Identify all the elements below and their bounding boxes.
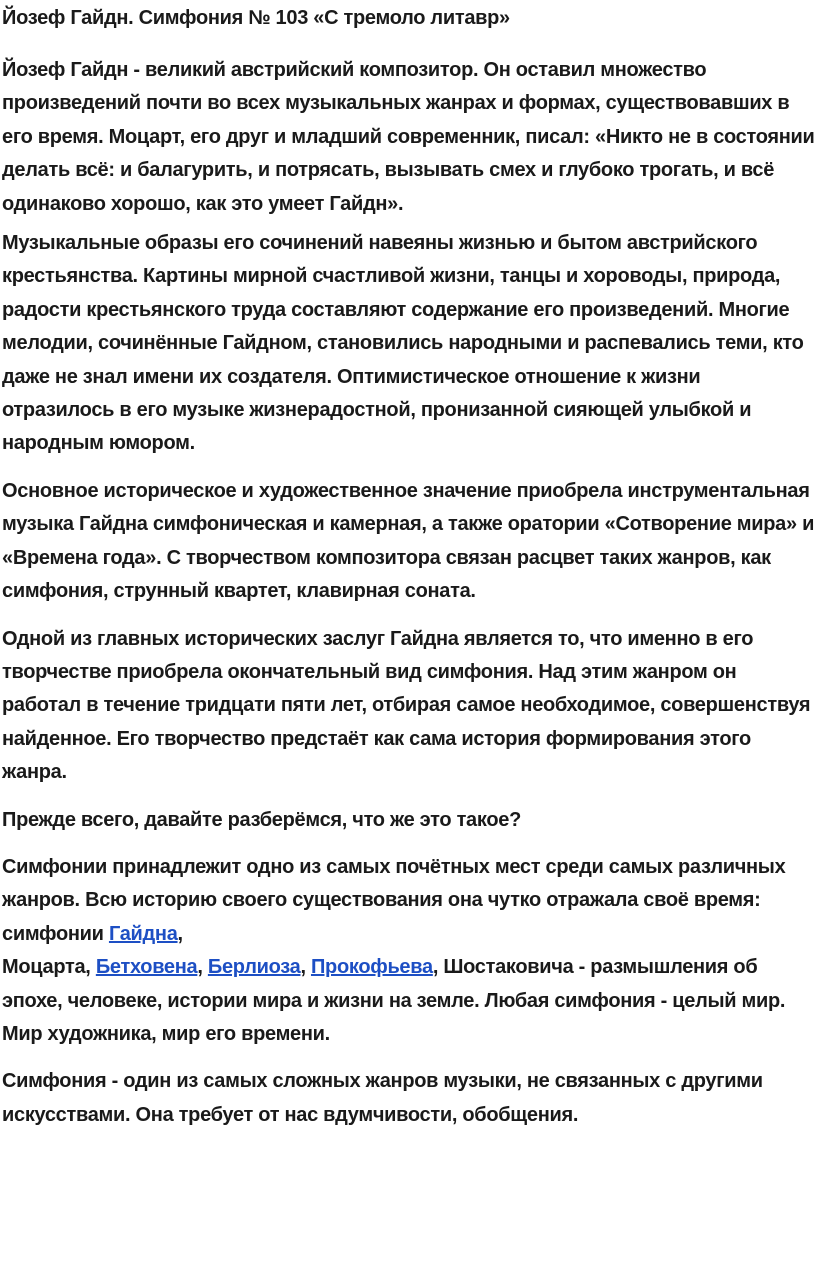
link-berlioz[interactable]: Берлиоза — [207, 956, 301, 979]
symphony-mozart: Моцарта, — [2, 956, 96, 979]
document-title: Йозеф Гайдн. Симфония № 103 «С тремоло литавр» — [2, 7, 510, 29]
symphony-text-start: Симфонии принадлежит одно из самых почётных мест среди самых различных жанров. Всю историю своего существования она чутко отражала своё время: симфонии — [2, 855, 786, 945]
symphony-separator: , — [197, 956, 208, 979]
paragraph-instrumental-music: Основное историческое и художественное значение приобрела инструментальная музыка Гайдна симфоническая и камерная, а также оратории «Сотворение мира» и «Времена года». С творчеством композитора связан расцвет таких жанров, как симфония, струнный квартет, клавирная соната. — [2, 479, 815, 603]
link-beethoven[interactable]: Бетховена — [95, 956, 198, 979]
paragraph-question: Прежде всего, давайте разберёмся, что же это такое? — [2, 808, 521, 831]
paragraph-intro: Йозеф Гайдн - великий австрийский композитор. Он оставил множество произведений почти во всех музыкальных жанрах и формах, существовавших в его время. Моцарт, его друг и младший современник, писал: «Никто не в состоянии делать всё: и балагурить, и потрясать, вызывать смех и глубоко трогать, и всё одинаково хорошо, как это умеет Гайдн». — [2, 59, 815, 215]
paragraph-historical-merit: Одной из главных исторических заслуг Гайдна является то, что именно в его творчестве приобрела окончательный вид симфония. Над этим жанром он работал в течение тридцати пяти лет, отбирая самое необходимое, совершенствуя найденное. Его творчество предстаёт как сама история формирования этого жанра. — [2, 627, 811, 784]
paragraph-symphony-genre — [2, 851, 816, 1051]
symphony-text-end: , Шостаковича - размышления об эпохе, человеке, истории мира и жизни на земле. Любая симфония - целый мир. Мир художника, мир его времени. — [2, 956, 786, 1045]
link-prokofiev[interactable]: Прокофьева — [310, 956, 433, 979]
link-haydn[interactable]: Гайдна — [108, 922, 178, 945]
paragraph-symphony-complexity: Симфония - один из самых сложных жанров музыки, не связанных с другими искусствами. Она требует от нас вдумчивости, обобщения. — [2, 1070, 763, 1126]
paragraph-musical-images: Музыкальные образы его сочинений навеяны жизнью и бытом австрийского крестьянства. Картины мирной счастливой жизни, танцы и хороводы, природа, радости крестьянского труда составляют содержание его произведений. Многие мелодии, сочинённые Гайдном, становились народными и распевались теми, кто даже не знал имени их создателя. Оптимистическое отношение к жизни отразилось в его музыке жизнерадостной, пронизанной сияющей улыбкой и народным юмором. — [2, 232, 804, 455]
symphony-separator: , — [300, 956, 311, 979]
symphony-comma: , — [177, 922, 183, 945]
